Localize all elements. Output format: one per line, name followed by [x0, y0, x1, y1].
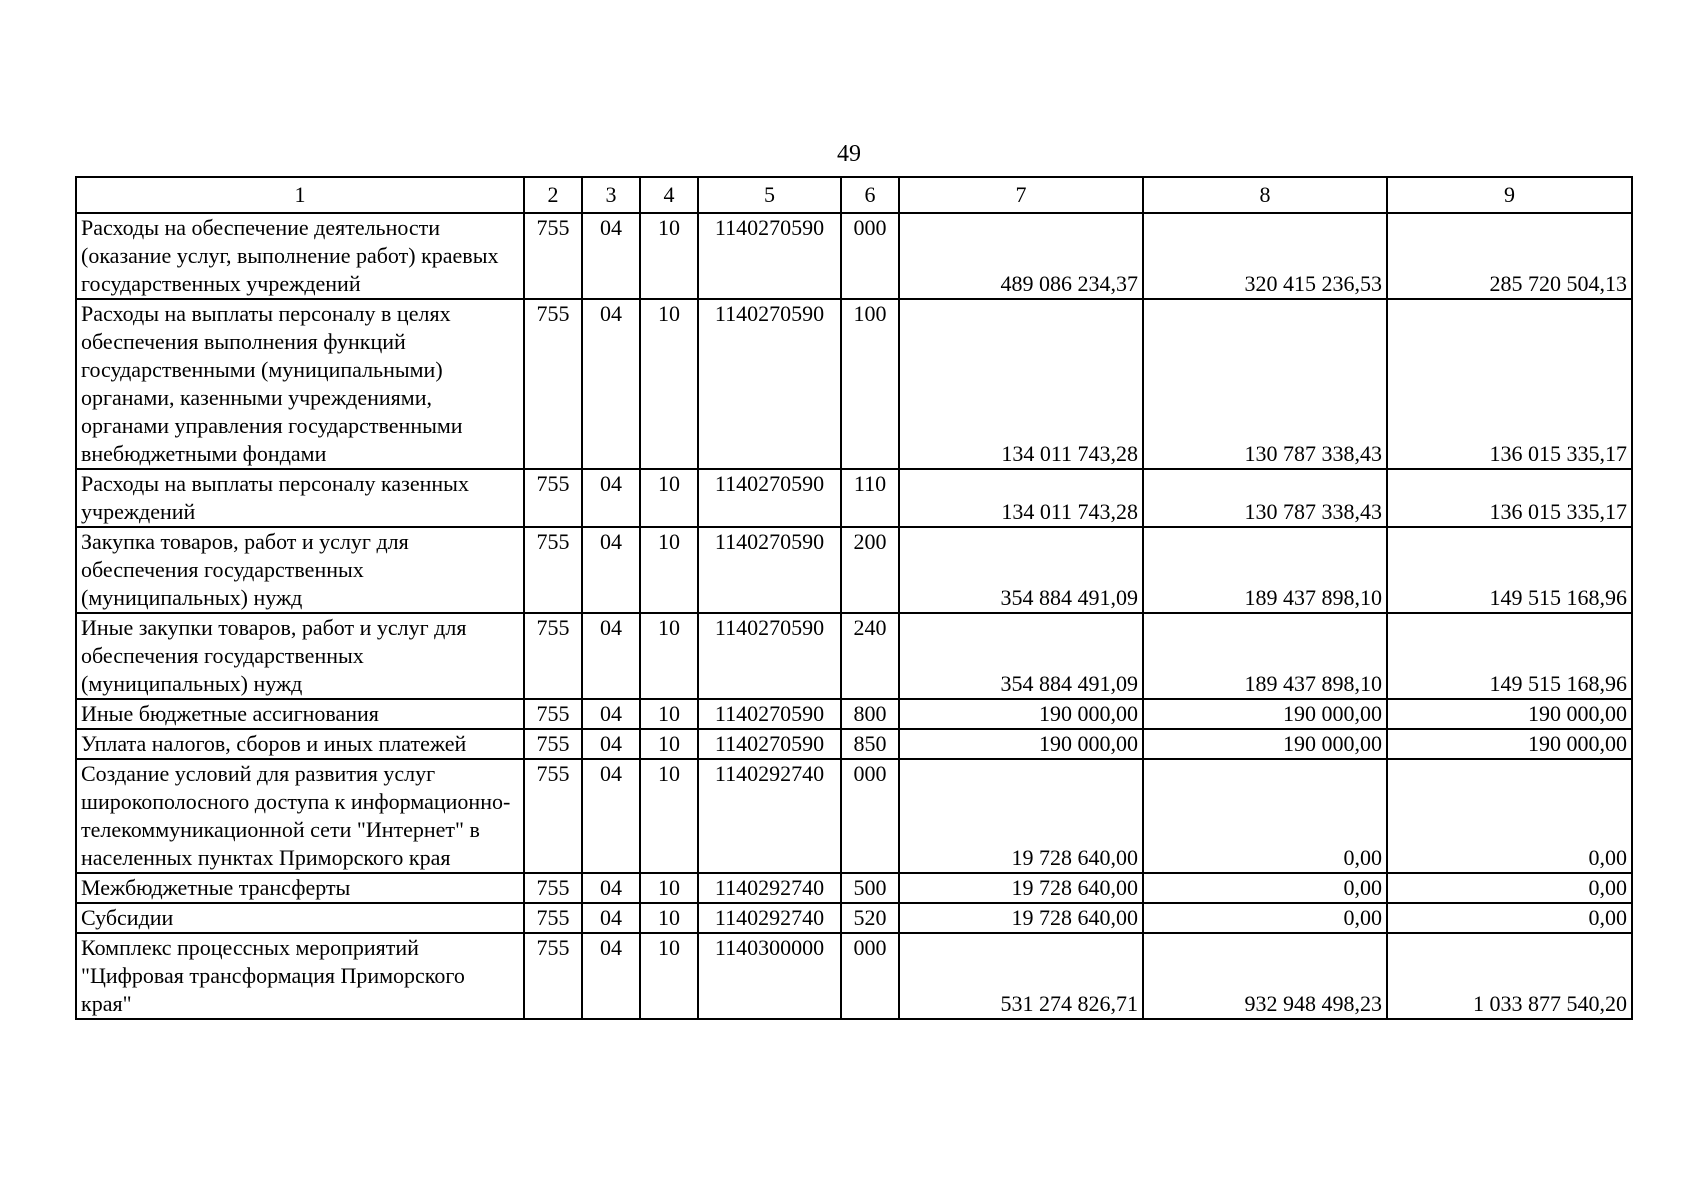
- amount-col7-cell: 354 884 491,09: [899, 613, 1143, 699]
- target-article-cell: 1140270590: [698, 729, 841, 759]
- expense-type-cell: 200: [841, 527, 899, 613]
- expense-type-cell: 000: [841, 933, 899, 1019]
- ministry-code-cell: 755: [524, 933, 582, 1019]
- section-code-cell: 04: [582, 699, 640, 729]
- ministry-code-cell: 755: [524, 699, 582, 729]
- table-row: [76, 299, 1632, 469]
- ministry-code-cell: 755: [524, 613, 582, 699]
- section-code-cell: 04: [582, 613, 640, 699]
- target-article-cell: 1140270590: [698, 613, 841, 699]
- table-row: [76, 933, 1632, 1019]
- amount-col7-cell: 19 728 640,00: [899, 759, 1143, 873]
- ministry-code-cell: 755: [524, 873, 582, 903]
- ministry-code-cell: 755: [524, 469, 582, 527]
- amount-col7-cell: 134 011 743,28: [899, 299, 1143, 469]
- header-row: [76, 177, 1632, 213]
- expense-type-cell: 850: [841, 729, 899, 759]
- ministry-code-cell: 755: [524, 213, 582, 299]
- header-cell: 3: [582, 177, 640, 213]
- table-row: [76, 873, 1632, 903]
- expense-name-cell: Субсидии: [76, 903, 524, 933]
- section-code-cell: 04: [582, 469, 640, 527]
- subsection-code-cell: 10: [640, 903, 698, 933]
- table-row: [76, 213, 1632, 299]
- subsection-code-cell: 10: [640, 759, 698, 873]
- target-article-cell: 1140292740: [698, 873, 841, 903]
- expense-name-cell: Расходы на обеспечение деятельности (оказание услуг, выполнение работ) краевых государственных учреждений: [76, 213, 524, 299]
- expense-type-cell: 520: [841, 903, 899, 933]
- table-row: [76, 759, 1632, 873]
- table-row: [76, 613, 1632, 699]
- amount-col7-cell: 190 000,00: [899, 699, 1143, 729]
- section-code-cell: 04: [582, 729, 640, 759]
- expense-type-cell: 000: [841, 759, 899, 873]
- subsection-code-cell: 10: [640, 469, 698, 527]
- ministry-code-cell: 755: [524, 759, 582, 873]
- table-body: [76, 213, 1632, 1019]
- table-row: [76, 527, 1632, 613]
- subsection-code-cell: 10: [640, 873, 698, 903]
- amount-col8-cell: 0,00: [1143, 873, 1387, 903]
- amount-col9-cell: 190 000,00: [1387, 729, 1632, 759]
- table-row: [76, 729, 1632, 759]
- expense-name-cell: Создание условий для развития услуг широкополосного доступа к информационно-телекоммуникационной сети "Интернет" в населенных пунктах Приморского края: [76, 759, 524, 873]
- amount-col8-cell: 0,00: [1143, 759, 1387, 873]
- target-article-cell: 1140270590: [698, 213, 841, 299]
- expense-type-cell: 100: [841, 299, 899, 469]
- target-article-cell: 1140270590: [698, 699, 841, 729]
- subsection-code-cell: 10: [640, 729, 698, 759]
- amount-col7-cell: 354 884 491,09: [899, 527, 1143, 613]
- subsection-code-cell: 10: [640, 699, 698, 729]
- expense-type-cell: 240: [841, 613, 899, 699]
- section-code-cell: 04: [582, 299, 640, 469]
- target-article-cell: 1140300000: [698, 933, 841, 1019]
- target-article-cell: 1140270590: [698, 299, 841, 469]
- amount-col8-cell: 320 415 236,53: [1143, 213, 1387, 299]
- expense-type-cell: 110: [841, 469, 899, 527]
- expense-name-cell: Иные бюджетные ассигнования: [76, 699, 524, 729]
- expense-type-cell: 000: [841, 213, 899, 299]
- amount-col8-cell: 130 787 338,43: [1143, 299, 1387, 469]
- section-code-cell: 04: [582, 213, 640, 299]
- section-code-cell: 04: [582, 873, 640, 903]
- ministry-code-cell: 755: [524, 729, 582, 759]
- target-article-cell: 1140270590: [698, 527, 841, 613]
- section-code-cell: 04: [582, 527, 640, 613]
- expense-name-cell: Расходы на выплаты персоналу в целях обеспечения выполнения функций государственными (муниципальными) органами, казенными учреждениями, органами управления государственными внебюджетными фондами: [76, 299, 524, 469]
- target-article-cell: 1140292740: [698, 759, 841, 873]
- subsection-code-cell: 10: [640, 933, 698, 1019]
- header-cell: 8: [1143, 177, 1387, 213]
- amount-col8-cell: 190 000,00: [1143, 699, 1387, 729]
- header-cell: 4: [640, 177, 698, 213]
- amount-col9-cell: 1 033 877 540,20: [1387, 933, 1632, 1019]
- table-row: [76, 903, 1632, 933]
- amount-col9-cell: 0,00: [1387, 903, 1632, 933]
- amount-col9-cell: 285 720 504,13: [1387, 213, 1632, 299]
- amount-col7-cell: 489 086 234,37: [899, 213, 1143, 299]
- header-cell: 1: [76, 177, 524, 213]
- header-cell: 2: [524, 177, 582, 213]
- amount-col8-cell: 189 437 898,10: [1143, 613, 1387, 699]
- amount-col8-cell: 189 437 898,10: [1143, 527, 1387, 613]
- ministry-code-cell: 755: [524, 299, 582, 469]
- expense-name-cell: Межбюджетные трансферты: [76, 873, 524, 903]
- expense-type-cell: 800: [841, 699, 899, 729]
- amount-col7-cell: 190 000,00: [899, 729, 1143, 759]
- expense-name-cell: Расходы на выплаты персоналу казенных учреждений: [76, 469, 524, 527]
- expense-name-cell: Иные закупки товаров, работ и услуг для обеспечения государственных (муниципальных) нужд: [76, 613, 524, 699]
- header-cell: 9: [1387, 177, 1632, 213]
- expense-name-cell: Комплекс процессных мероприятий "Цифровая трансформация Приморского края": [76, 933, 524, 1019]
- amount-col8-cell: 0,00: [1143, 903, 1387, 933]
- amount-col9-cell: 0,00: [1387, 759, 1632, 873]
- amount-col9-cell: 0,00: [1387, 873, 1632, 903]
- amount-col8-cell: 190 000,00: [1143, 729, 1387, 759]
- target-article-cell: 1140292740: [698, 903, 841, 933]
- amount-col7-cell: 134 011 743,28: [899, 469, 1143, 527]
- subsection-code-cell: 10: [640, 299, 698, 469]
- header-cell: 7: [899, 177, 1143, 213]
- amount-col7-cell: 531 274 826,71: [899, 933, 1143, 1019]
- budget-table: [75, 176, 1633, 1020]
- amount-col9-cell: 136 015 335,17: [1387, 469, 1632, 527]
- expense-name-cell: Уплата налогов, сборов и иных платежей: [76, 729, 524, 759]
- amount-col8-cell: 130 787 338,43: [1143, 469, 1387, 527]
- expense-type-cell: 500: [841, 873, 899, 903]
- section-code-cell: 04: [582, 933, 640, 1019]
- table-header: [76, 177, 1632, 213]
- ministry-code-cell: 755: [524, 527, 582, 613]
- table-row: [76, 469, 1632, 527]
- table-row: [76, 699, 1632, 729]
- amount-col7-cell: 19 728 640,00: [899, 903, 1143, 933]
- amount-col9-cell: 190 000,00: [1387, 699, 1632, 729]
- expense-name-cell: Закупка товаров, работ и услуг для обеспечения государственных (муниципальных) нужд: [76, 527, 524, 613]
- amount-col9-cell: 149 515 168,96: [1387, 613, 1632, 699]
- amount-col9-cell: 149 515 168,96: [1387, 527, 1632, 613]
- amount-col9-cell: 136 015 335,17: [1387, 299, 1632, 469]
- subsection-code-cell: 10: [640, 613, 698, 699]
- target-article-cell: 1140270590: [698, 469, 841, 527]
- subsection-code-cell: 10: [640, 527, 698, 613]
- header-cell: 5: [698, 177, 841, 213]
- page-number: 49: [837, 141, 861, 167]
- amount-col7-cell: 19 728 640,00: [899, 873, 1143, 903]
- header-cell: 6: [841, 177, 899, 213]
- ministry-code-cell: 755: [524, 903, 582, 933]
- section-code-cell: 04: [582, 903, 640, 933]
- section-code-cell: 04: [582, 759, 640, 873]
- subsection-code-cell: 10: [640, 213, 698, 299]
- amount-col8-cell: 932 948 498,23: [1143, 933, 1387, 1019]
